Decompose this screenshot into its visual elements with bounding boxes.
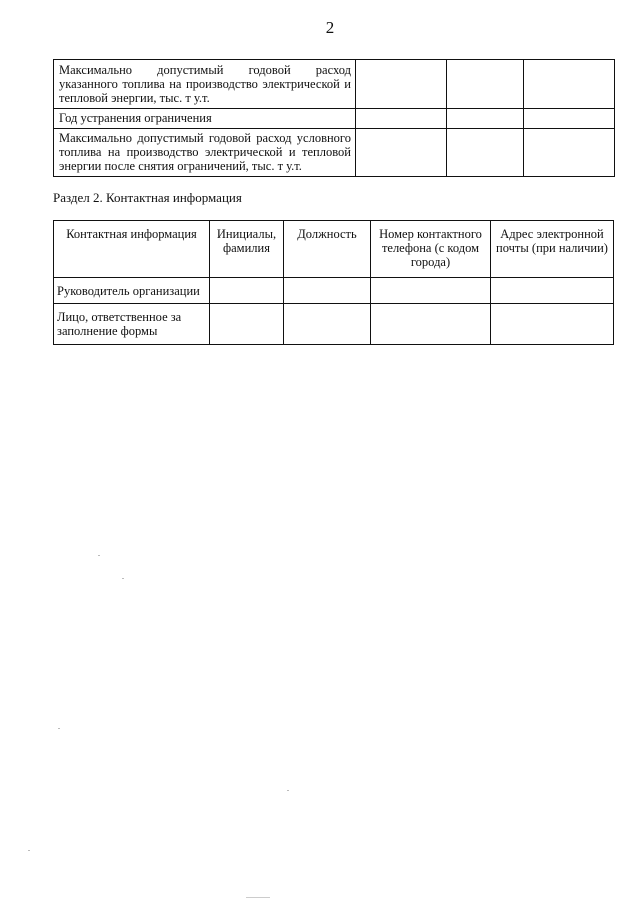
header-position: Должность bbox=[284, 221, 371, 278]
table-row bbox=[54, 60, 615, 109]
scan-artifact bbox=[98, 555, 100, 556]
value-cell[interactable] bbox=[447, 129, 524, 177]
table-header-row bbox=[54, 221, 614, 278]
section-title: Раздел 2. Контактная информация bbox=[53, 190, 242, 205]
value-cell[interactable] bbox=[284, 278, 371, 304]
value-cell[interactable] bbox=[447, 109, 524, 129]
table-row bbox=[54, 129, 615, 177]
header-initials-surname: Инициалы, фамилия bbox=[210, 221, 284, 278]
value-cell[interactable] bbox=[210, 278, 284, 304]
value-cell[interactable] bbox=[356, 129, 447, 177]
value-cell[interactable] bbox=[371, 304, 491, 345]
page-number: 2 bbox=[325, 18, 335, 37]
table-row bbox=[54, 278, 614, 304]
value-cell[interactable] bbox=[356, 60, 447, 109]
row-label-head-of-organization: Руководитель организации bbox=[54, 278, 210, 304]
value-cell[interactable] bbox=[491, 304, 614, 345]
row-label-max-fuel-consumption bbox=[54, 60, 356, 109]
value-cell[interactable] bbox=[524, 109, 615, 129]
row-label-responsible-person: Лицо, ответственное за заполнение формы bbox=[54, 304, 210, 345]
row-label-max-fuel-after-lifting: Максимально допустимый годовой расход условного топлива на производство электрической и тепловой энергии после снятия ограничений, тыс. т у.т. bbox=[54, 129, 356, 177]
table-row bbox=[54, 304, 614, 345]
value-cell[interactable] bbox=[210, 304, 284, 345]
value-cell[interactable] bbox=[524, 60, 615, 109]
row-label-restriction-year: Год устранения ограничения bbox=[54, 109, 356, 129]
value-cell[interactable] bbox=[371, 278, 491, 304]
header-phone-number: Номер контактного телефона (с кодом города) bbox=[371, 221, 491, 278]
value-cell[interactable] bbox=[447, 60, 524, 109]
row-label-line: Максимально допустимый годовой расход bbox=[59, 62, 351, 77]
fuel-limits-table bbox=[53, 59, 615, 177]
value-cell[interactable] bbox=[491, 278, 614, 304]
value-cell[interactable] bbox=[284, 304, 371, 345]
scan-artifact bbox=[246, 897, 270, 898]
value-cell[interactable] bbox=[524, 129, 615, 177]
value-cell[interactable] bbox=[356, 109, 447, 129]
table-row bbox=[54, 109, 615, 129]
scan-artifact bbox=[287, 790, 289, 791]
header-contact-info: Контактная информация bbox=[54, 221, 210, 278]
header-email: Адрес электронной почты (при наличии) bbox=[491, 221, 614, 278]
contact-info-table bbox=[53, 220, 614, 345]
scan-artifact bbox=[122, 578, 124, 579]
row-label-rest: указанного топлива на производство электрической и тепловой энергии, тыс. т у.т. bbox=[59, 76, 351, 105]
scan-artifact bbox=[28, 850, 30, 851]
scan-artifact bbox=[58, 728, 60, 729]
